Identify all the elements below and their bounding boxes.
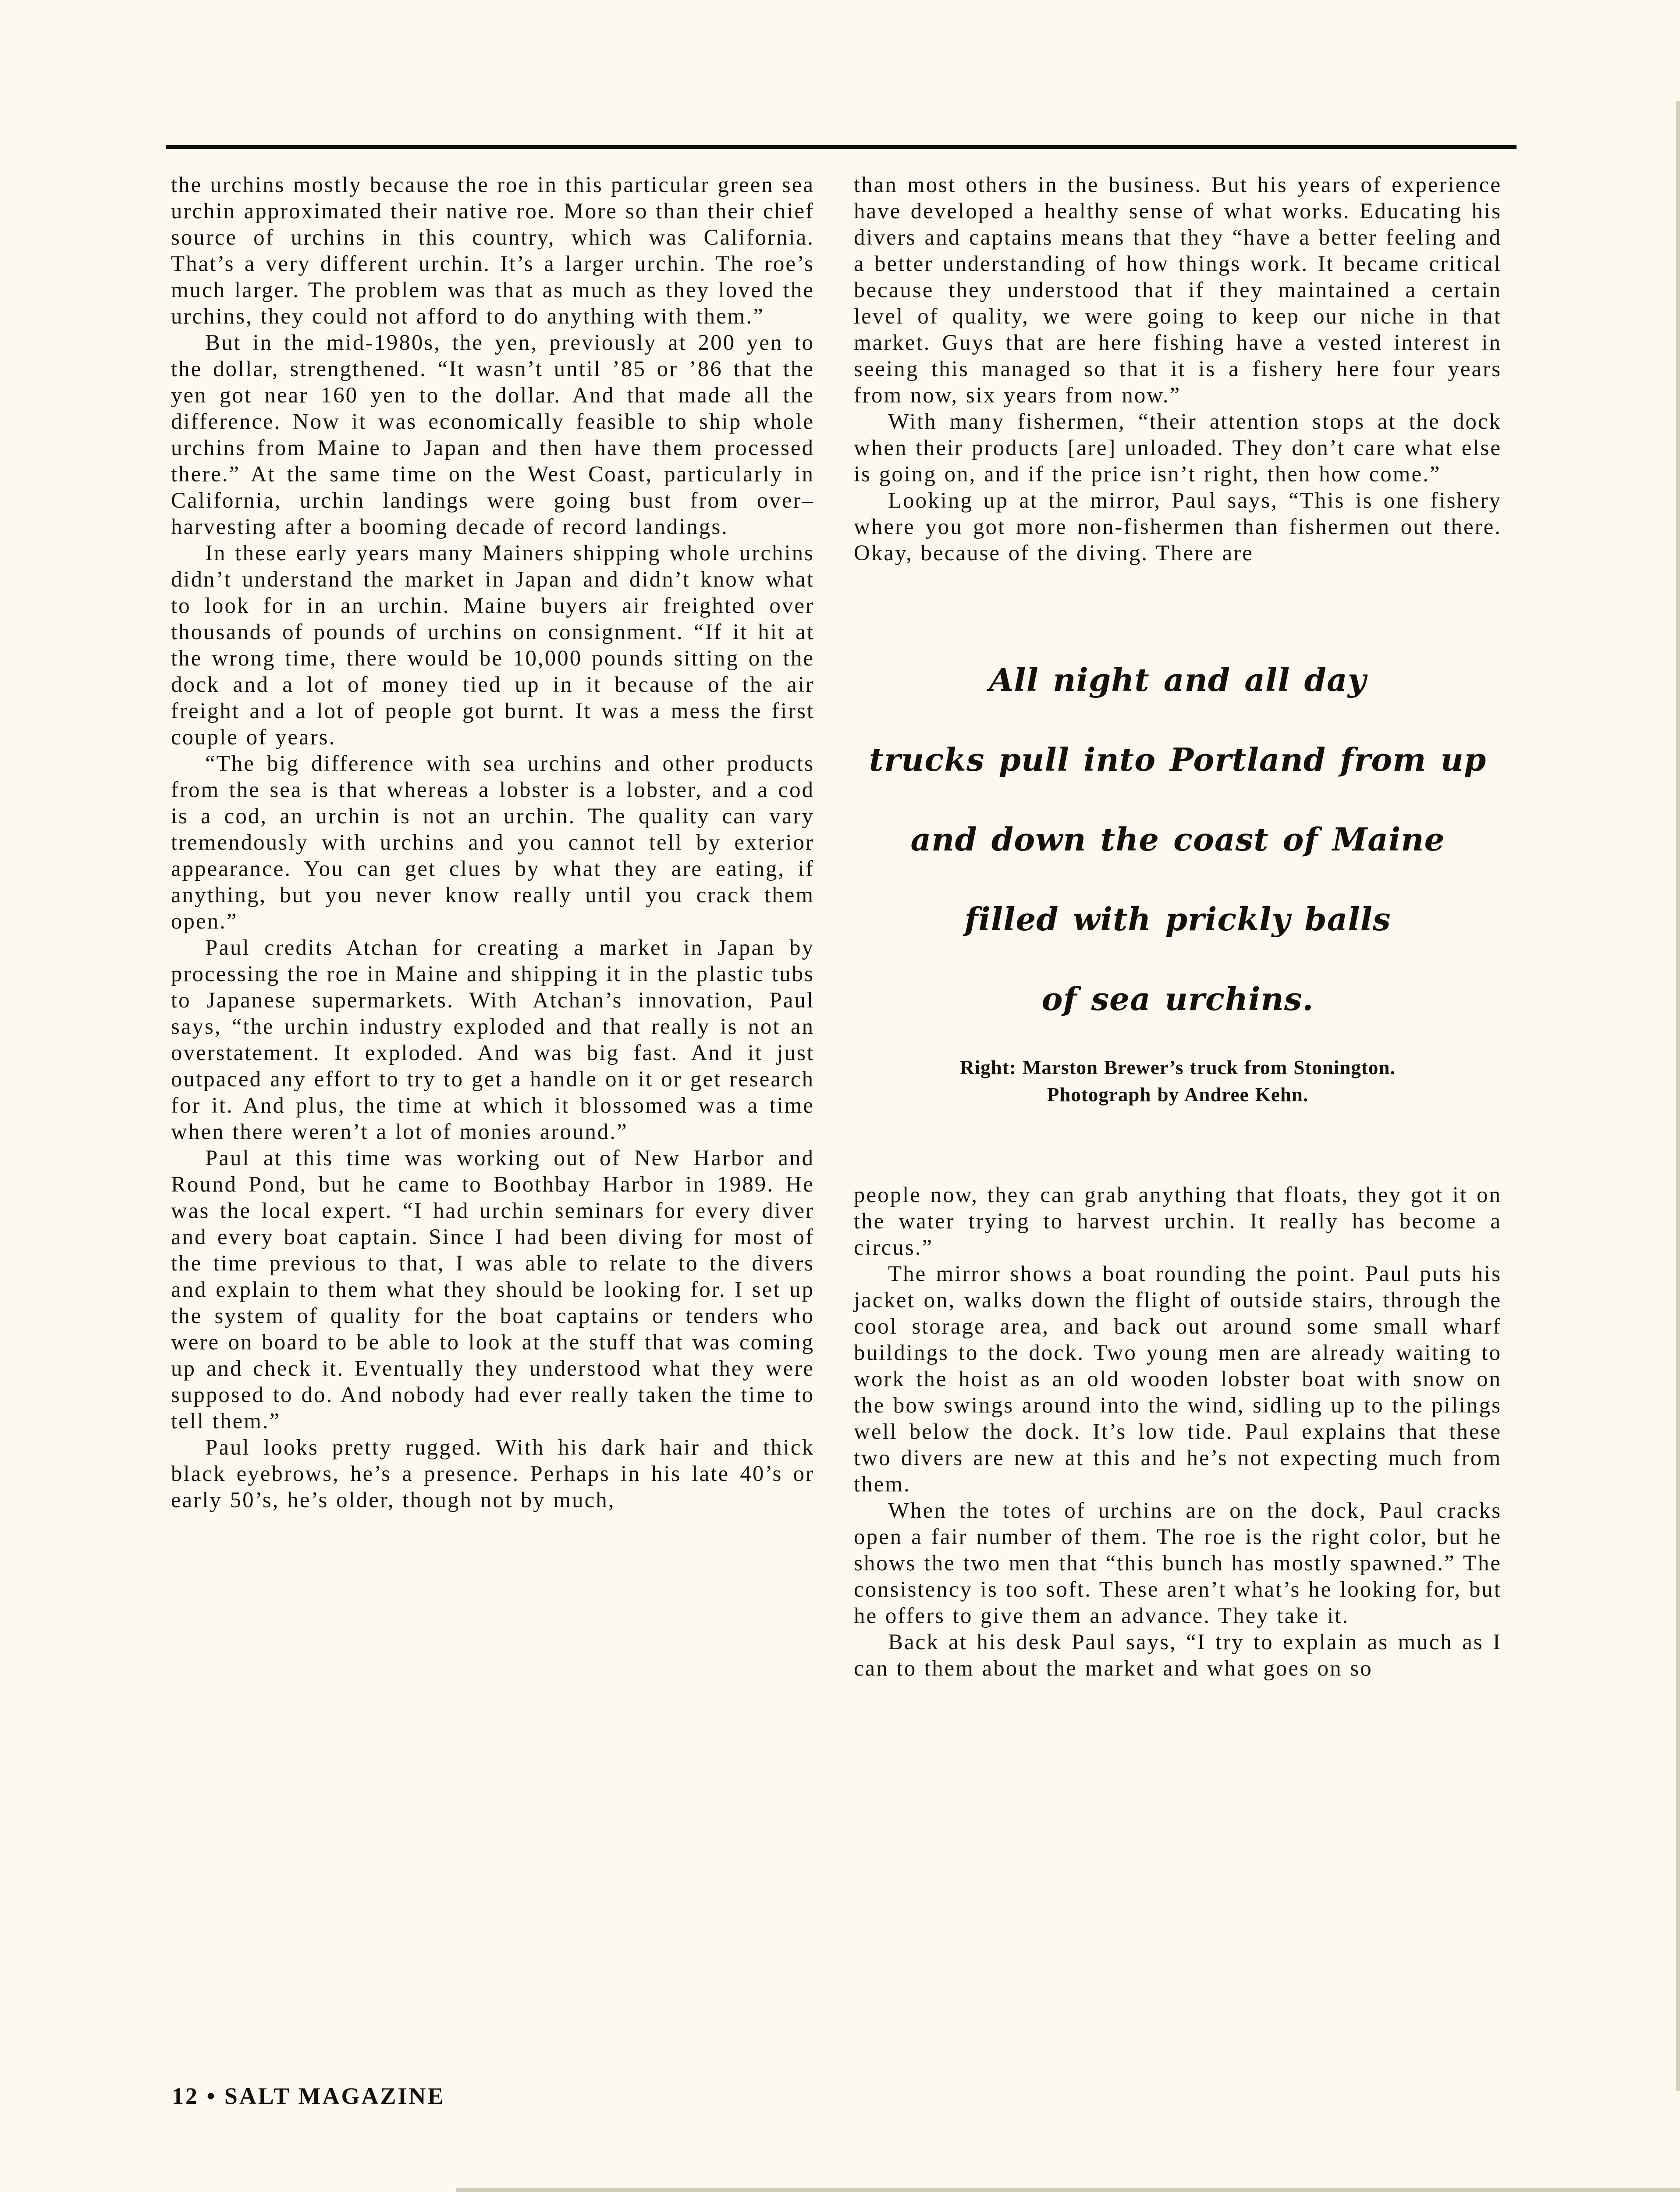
section-rule xyxy=(166,145,1517,149)
pull-quote-line: trucks pull into Portland from up xyxy=(869,741,1487,778)
body-paragraph: In these early years many Mainers shipping whole urchins didn’t understand the market in Japan and didn’t know what to look for in an urchin. Maine buyers air freighted over thousands of pounds of urchins on consignment. “If it hit at the wrong time, there would be 10,000 pounds sitting on the dock and a lot of money tied up in it because of the air freight and a lot of people got burnt. It was a mess the first couple of years. xyxy=(171,541,814,750)
photo-caption xyxy=(854,1054,1502,1108)
pull-quote-line: of sea urchins. xyxy=(1041,980,1314,1018)
pull-quote-line: All night and all day xyxy=(989,661,1367,698)
body-paragraph: But in the mid-1980s, the yen, previously at 200 yen to the dollar, strengthened. “It wasn’t until ’85 or ’86 that the yen got near 160 yen to the dollar. And that made all the difference. Now it was economically feasible to ship whole urchins from Maine to Japan and then have them processed there.” At the same time on the West Coast, particularly in California, urchin landings were going bust from over–harvesting after a booming decade of record landings. xyxy=(171,331,814,539)
body-paragraph: With many fishermen, “their attention stops at the dock when their products [are] unloaded. They don’t care what else is going on, and if the price isn’t right, then how come.” xyxy=(854,409,1502,487)
body-paragraph: Looking up at the mirror, Paul says, “This is one fishery where you got more non-fishermen than fishermen out there. Okay, because of the diving. There are xyxy=(854,488,1502,566)
pull-quote xyxy=(854,640,1502,1039)
body-paragraph: When the totes of urchins are on the dock, Paul cracks open a fair number of them. The roe is the right color, but he shows the two men that “this bunch has mostly spawned.” The consistency is too soft. These aren’t what’s he looking for, but he offers to give them an advance. They take it. xyxy=(854,1498,1502,1628)
pull-quote-line: filled with prickly balls xyxy=(964,900,1391,938)
left-column xyxy=(171,172,814,1513)
right-column-top xyxy=(854,172,1502,566)
caption-line-1: Right: Marston Brewer’s truck from Stonington. xyxy=(960,1057,1396,1078)
body-paragraph: people now, they can grab anything that floats, they got it on the water trying to harvest urchin. It really has become a circus.” xyxy=(854,1183,1502,1260)
body-paragraph: than most others in the business. But his years of experience have developed a healthy sense of what works. Educating his divers and captains means that they “have a better feeling and a better understanding of how things work. It became critical because they understood that if they maintained a certain level of quality, we were going to keep our niche in that market. Guys that are here fishing have a vested interest in seeing this managed so that it is a fishery here four years from now, six years from now.” xyxy=(854,173,1502,408)
body-paragraph: “The big difference with sea urchins and other products from the sea is that whereas a lobster is a lobster, and a cod is a cod, an urchin is not an urchin. The quality can vary tremendously with urchins and you cannot tell by exterior appearance. You can get clues by what they are eating, if anything, but you never know really until you crack them open.” xyxy=(171,751,814,934)
body-paragraph: Paul at this time was working out of New Harbor and Round Pond, but he came to Boothbay Harbor in 1989. He was the local expert. “I had urchin seminars for every diver and every boat captain. Since I had been diving for most of the time previous to that, I was able to relate to the divers and explain to them what they should be looking for. I set up the system of quality for the boat captains or tenders who were on board to be able to look at the stuff that was coming up and check it. Eventually they understood what they were supposed to do. And nobody had ever really taken the time to tell them.” xyxy=(171,1146,814,1434)
right-column xyxy=(854,172,1502,1682)
body-paragraph: Paul credits Atchan for creating a market in Japan by processing the roe in Maine and shipping it in the plastic tubs to Japanese supermarkets. With Atchan’s innovation, Paul says, “the urchin industry exploded and that really is not an overstatement. It exploded. And was big fast. And it just outpaced any effort to try to get a handle on it or get research for it. And plus, the time at which it blossomed was a time when there weren’t a lot of monies around.” xyxy=(171,936,814,1144)
body-paragraph: Back at his desk Paul says, “I try to explain as much as I can to them about the market and what goes on so xyxy=(854,1630,1502,1681)
scan-edge-shadow-bottom xyxy=(456,2188,1680,2192)
page-footer: 12 • SALT MAGAZINE xyxy=(172,2083,445,2109)
caption-line-2: Photograph by Andree Kehn. xyxy=(1047,1084,1309,1106)
body-paragraph: Paul looks pretty rugged. With his dark hair and thick black eyebrows, he’s a presence. Perhaps in his late 40’s or early 50’s, he’s older, though not by much, xyxy=(171,1435,814,1512)
right-column-bottom xyxy=(854,1182,1502,1682)
body-paragraph: The mirror shows a boat rounding the point. Paul puts his jacket on, walks down the flight of outside stairs, through the cool storage area, and back out around some small wharf buildings to the dock. Two young men are already waiting to work the hoist as an old wooden lobster boat with snow on the bow swings around into the wind, sidling up to the pilings well below the dock. It’s low tide. Paul explains that these two divers are new at this and he’s not expecting much from them. xyxy=(854,1262,1502,1497)
pull-quote-line: and down the coast of Maine xyxy=(910,821,1445,858)
scan-edge-shadow-right xyxy=(1676,101,1680,2091)
body-paragraph: the urchins mostly because the roe in this particular green sea urchin approximated their native roe. More so than their chief source of urchins in this country, which was California. That’s a very different urchin. It’s a larger urchin. The roe’s much larger. The problem was that as much as they loved the urchins, they could not afford to do anything with them.” xyxy=(171,173,814,329)
